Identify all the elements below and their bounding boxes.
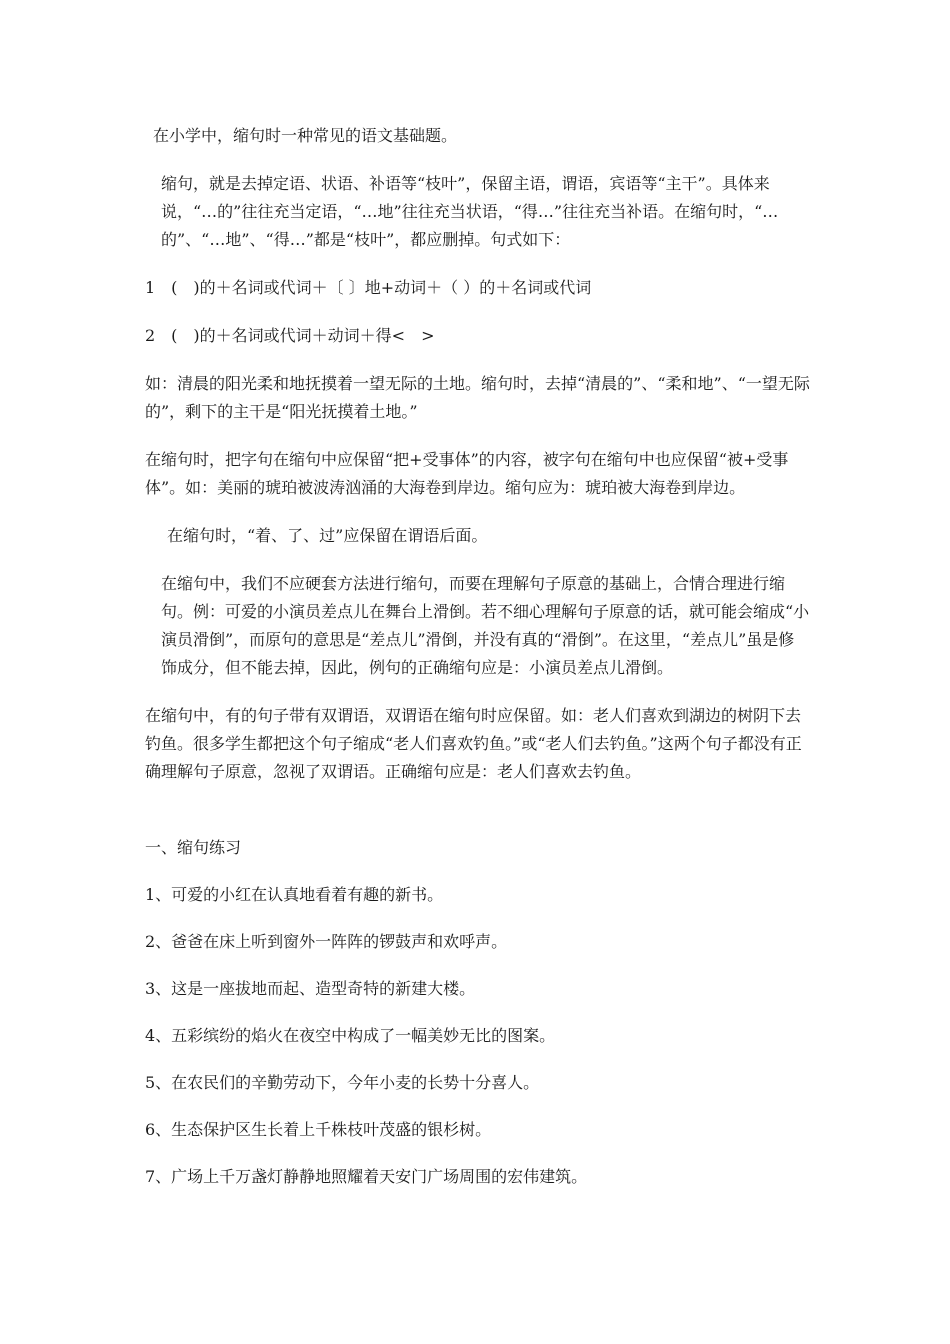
aspect-particle-paragraph: 在缩句时，“着、了、过”应保留在谓语后面。	[167, 526, 488, 545]
pattern-line-2: 2 ( )的＋名词或代词＋动词＋得< >	[145, 326, 435, 345]
exercise-heading: 一、缩句练习	[145, 838, 242, 857]
exercise-item-4: 4、五彩缤纷的焰火在夜空中构成了一幅美妙无比的图案。	[145, 1026, 556, 1045]
example-paragraph: 如：清晨的阳光柔和地抚摸着一望无际的土地。缩句时，去掉“清晨的”、“柔和地”、“一望无际的”，剩下的主干是“阳光抚摸着土地。”	[145, 374, 810, 421]
exercise-item-7: 7、广场上千万盏灯静静地照耀着天安门广场周围的宏伟建筑。	[145, 1167, 588, 1186]
intro-paragraph: 在小学中，缩句时一种常见的语文基础题。	[153, 126, 458, 145]
double-predicate-paragraph: 在缩句中，有的句子带有双谓语，双谓语在缩句时应保留。如：老人们喜欢到湖边的树阴下去钓鱼。很多学生都把这个句子缩成“老人们喜欢钓鱼。”或“老人们去钓鱼。”这两个句子都没有正确理解句子原意，忽视了双谓语。正确缩句应是：老人们喜欢去钓鱼。	[145, 706, 802, 781]
definition-paragraph: 缩句，就是去掉定语、状语、补语等“枝叶”，保留主语，谓语，宾语等“主干”。具体来说，“…的”往往充当定语，“…地”往往充当状语，“得…”往往充当补语。在缩句时，“…的”、“…地”、“得…”都是“枝叶”，都应删掉。句式如下：	[161, 174, 779, 249]
document-body	[145, 122, 810, 1210]
section-spacer	[145, 806, 810, 834]
ba-bei-paragraph: 在缩句时，把字句在缩句中应保留“把+受事体”的内容，被字句在缩句中也应保留“被+受事体”。如：美丽的琥珀被波涛汹涌的大海卷到岸边。缩句应为：琥珀被大海卷到岸边。	[145, 450, 789, 497]
exercise-item-2: 2、爸爸在床上听到窗外一阵阵的锣鼓声和欢呼声。	[145, 932, 508, 951]
exercise-item-1: 1、可爱的小红在认真地看着有趣的新书。	[145, 885, 444, 904]
understanding-paragraph: 在缩句中，我们不应硬套方法进行缩句，而要在理解句子原意的基础上，合情合理进行缩句。例：可爱的小演员差点儿在舞台上滑倒。若不细心理解句子原意的话，就可能会缩成“小演员滑倒”，而原句的意思是“差点儿”滑倒，并没有真的“滑倒”。在这里，“差点儿”虽是修饰成分，但不能去掉，因此，例句的正确缩句应是：小演员差点儿滑倒。	[161, 574, 810, 677]
pattern-line-1: 1 ( )的＋名词或代词＋〔 〕地+动词＋（ ）的＋名词或代词	[145, 278, 592, 297]
exercise-item-6: 6、生态保护区生长着上千株枝叶茂盛的银杉树。	[145, 1120, 492, 1139]
exercise-item-5: 5、在农民们的辛勤劳动下，今年小麦的长势十分喜人。	[145, 1073, 540, 1092]
exercise-item-3: 3、这是一座拔地而起、造型奇特的新建大楼。	[145, 979, 476, 998]
